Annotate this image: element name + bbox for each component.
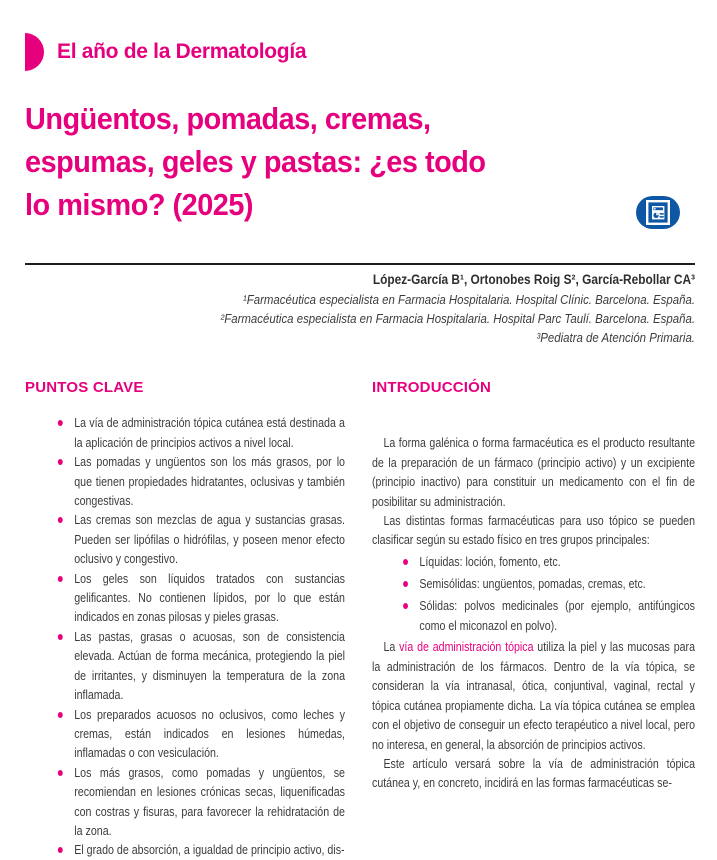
- key-points-heading: PUNTOS CLAVE: [25, 379, 144, 396]
- header-divider: [25, 263, 695, 265]
- bullet-icon: [58, 576, 63, 582]
- key-point-text: El grado de absorción, a igualdad de principio activo, dis-: [74, 842, 345, 858]
- bullet-icon: [58, 517, 63, 523]
- key-points-section: [25, 378, 345, 860]
- dosage-form-item: [372, 574, 695, 593]
- key-point-text: Los geles son líquidos tratados con sustancias gelificantes. No contienen lípidos, por lo que están indicados en zonas pilosas y pieles grasas.: [74, 570, 345, 625]
- intro-paragraph-1: La forma galénica o forma farmacéutica es el producto resultante de la preparación de un fármaco (principio activo) y un excipiente (principio inactivo) para constituir un medicamento con el fin de posibilitar su administración.: [372, 435, 695, 509]
- bullet-icon: [58, 847, 63, 853]
- key-point-text: Las cremas son mezclas de agua y sustancias grasas. Pueden ser lipófilas o hidrófilas, y poseen menor efecto oclusivo y congestivo.: [74, 512, 345, 567]
- key-points-list: [25, 413, 345, 859]
- dosage-form-item: [372, 596, 695, 635]
- affiliation-line-3: ³Pediatra de Atención Primaria.: [536, 330, 695, 345]
- intro-paragraph-3-suffix: utiliza la piel y las mucosas para la administración de los fármacos. Dentro de la vía tópica, se consideran la vía intranasal, ótica, conjuntival, vaginal, rectal y tópica cutánea propiamente dicha. La vía tópica cutánea se emplea con el objetivo de conseguir un efecto terapéutico a nivel local, pero no interesa, en general, la absorción de principios activos.: [372, 639, 695, 752]
- dosage-form-item: [372, 552, 695, 571]
- dosage-forms-list: [372, 552, 695, 635]
- bullet-icon: [58, 634, 63, 640]
- affiliation-line-2: ²Farmacéutica especialista en Farmacia Hospitalaria. Hospital Parc Taulí. Barcelona. España.: [220, 311, 695, 326]
- key-point-text: Las pomadas y ungüentos son los más grasos, por lo que tienen propiedades hidratantes, oclusivas y también congestivas.: [74, 454, 345, 509]
- dosage-form-text: Semisólidas: ungüentos, pomadas, cremas, etc.: [419, 576, 646, 592]
- page-title-line-1: Ungüentos, pomadas, cremas,: [25, 101, 431, 136]
- key-point-text: Las pastas, grasas o acuosas, son de consistencia elevada. Actúan de forma mecánica, protegiendo la piel de irritantes, y disminuyen la temperatura de la zona inflamada.: [74, 628, 345, 703]
- key-point-text: Los preparados acuosos no oclusivos, como leches y cremas, están indicados en lesiones húmedas, inflamadas o con vesiculación.: [74, 706, 345, 761]
- bullet-icon: [58, 459, 63, 465]
- intro-paragraph-3: [372, 637, 695, 753]
- bullet-icon: [58, 420, 63, 426]
- topical-route-link[interactable]: vía de administración tópica: [399, 639, 534, 655]
- bullet-icon: [403, 603, 408, 609]
- key-point-text: La vía de administración tópica cutánea está destinada a la aplicación de principios activos a nivel local.: [74, 415, 345, 450]
- bullet-icon: [403, 581, 408, 587]
- key-point-item: [25, 510, 345, 568]
- introduction-heading: INTRODUCCIÓN: [372, 379, 492, 396]
- key-point-text: Los más grasos, como pomadas y ungüentos, se recomiendan en lesiones crónicas secas, liquenificadas con costras y fisuras, para favorecer la rehidratación de la zona.: [74, 764, 345, 838]
- key-point-item: [25, 413, 345, 452]
- bullet-icon: [58, 712, 63, 718]
- document-summary-icon[interactable]: [636, 196, 680, 229]
- page-title-line-3: lo mismo? (2025): [25, 187, 254, 222]
- dosage-form-text: Sólidas: polvos medicinales (por ejemplo, antifúngicos como el miconazol en polvo).: [419, 598, 695, 633]
- key-point-item: [25, 840, 345, 859]
- byline: [79, 270, 695, 347]
- bullet-icon: [58, 770, 63, 776]
- key-point-item: [25, 627, 345, 705]
- bullet-icon: [403, 559, 408, 565]
- key-point-item: [25, 452, 345, 510]
- key-point-item: [25, 763, 345, 841]
- dosage-form-text: Líquidas: loción, fomento, etc.: [419, 554, 561, 570]
- page-title: [25, 97, 546, 226]
- kicker-title: El año de la Dermatología: [57, 40, 307, 63]
- authors-line: López-García B¹, Ortonobes Roig S², García-Rebollar CA³: [372, 272, 695, 287]
- half-circle-bullet-shape: [25, 33, 44, 71]
- key-point-item: [25, 569, 345, 627]
- page-title-line-2: espumas, geles y pastas: ¿es todo: [25, 144, 486, 179]
- kicker-row: [25, 33, 306, 71]
- key-point-item: [25, 705, 345, 763]
- intro-paragraph-4: Este artículo versará sobre la vía de administración tópica cutánea y, en concreto, incidirá en las formas farmacéuticas se-: [372, 755, 695, 791]
- affiliation-line-1: ¹Farmacéutica especialista en Farmacia Hospitalaria. Hospital Clínic. Barcelona. España.: [242, 292, 695, 307]
- introduction-section: [372, 378, 695, 793]
- intro-paragraph-3-prefix: La: [383, 639, 400, 655]
- intro-paragraph-2: Las distintas formas farmacéuticas para uso tópico se pueden clasificar según su estado físico en tres grupos principales:: [372, 513, 695, 548]
